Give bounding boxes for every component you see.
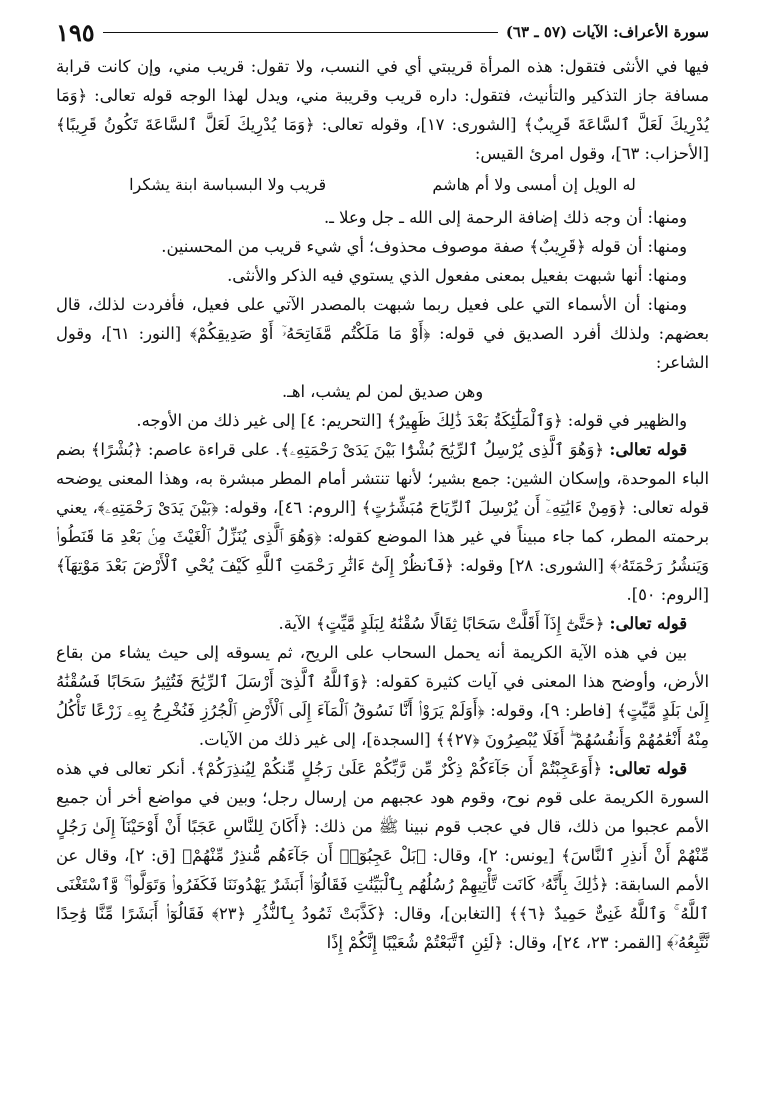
section-label: قوله تعالى: (609, 614, 687, 633)
section-label: قوله تعالى: (609, 440, 687, 459)
page-header (56, 12, 709, 52)
paragraph-5: ومنها: أن الأسماء التي على فعيل ربما شبهت بالمصدر الآتي على فعيل، فأفردت لذلك، قال بعضهم: ولذلك أفرد الصديق في قوله: ﴿أَوْ مَا مَلَكْتُم مَّفَاتِحَهُۥٓ أَوْ صَدِيقِكُمْ﴾ [النور: ٦١]، وقول الشاعر: (56, 295, 709, 372)
poem-second-hemistich: قريب ولا البسباسة ابنة يشكرا (129, 175, 327, 194)
poem-first-hemistich: له الويل إن أمسى ولا أم هاشم (432, 175, 636, 194)
paragraph-7 (56, 435, 709, 609)
header-rule (103, 32, 498, 33)
paragraph-2: ومنها: أن وجه ذلك إضافة الرحمة إلى الله ـ جل وعلا ـ. (324, 208, 687, 227)
paragraph-9: بين في هذه الآية الكريمة أنه يحمل السحاب على الريح، ثم يسوقه إلى حيث يشاء من بقاع الأرض، وأوضح هذا المعنى في آيات كثيرة كقوله: ﴿وَٱللَّهُ ٱلَّذِىٓ أَرْسَلَ ٱلرِّيَٰحَ فَتُثِيرُ سَحَابًا فَسُقْنَٰهُ إِلَىٰ بَلَدٍ مَّيِّتٍ﴾ [فاطر: ٩]، وقوله: ﴿أَوَلَمْ يَرَوْا۟ أَنَّا نَسُوقُ ٱلْمَآءَ إِلَى ٱلْأَرْضِ ٱلْجُرُزِ فَنُخْرِجُ بِهِۦ زَرْعًا تَأْكُلُ مِنْهُ أَنْعَٰمُهُمْ وَأَنفُسُهُمْ ۖ أَفَلَا يُبْصِرُونَ ﴿٢٧﴾﴾ [السجدة]، إلى غير ذلك من الآيات. (56, 643, 709, 749)
paragraph-8-text: ﴿حَتَّىٰٓ إِذَآ أَقَلَّتْ سَحَابًا ثِقَالًا سُقْنَٰهُ لِبَلَدٍ مَّيِّتٍ﴾ الآية. (278, 614, 610, 633)
paragraph-1: فيها في الأنثى فتقول: هذه المرأة قريبتي أي في النسب، ولا تقول: قريب مني، وإن كانت قرابة مسافة جاز التذكير والتأنيث، فتقول: داره قريب وقريبة مني، ويدل لهذا الوجه قوله تعالى: ﴿وَمَا يُدْرِيكَ لَعَلَّ ٱلسَّاعَةَ قَرِيبٌ﴾ [الشورى: ١٧]، وقوله تعالى: ﴿وَمَا يُدْرِيكَ لَعَلَّ ٱلسَّاعَةَ تَكُونُ قَرِيبًا﴾ [الأحزاب: ٦٣]، وقول امرئ القيس: (56, 57, 709, 163)
paragraph-7-text: ﴿وَهُوَ ٱلَّذِى يُرْسِلُ ٱلرِّيَٰحَ بُشْرًۢا بَيْنَ يَدَىْ رَحْمَتِهِۦ﴾. على قراءة عاصم: ﴿بُشْرًا﴾ بضم الباء الموحدة، وإسكان الشين: جمع بشير؛ لأنها تنتشر أمام المطر مبشرة به، وهذا المعنى يوضحه قوله تعالى: ﴿وَمِنْ ءَايَٰتِهِۦٓ أَن يُرْسِلَ ٱلرِّيَاحَ مُبَشِّرَٰتٍ﴾ [الروم: ٤٦]، وقوله: ﴿بَيْنَ يَدَىْ رَحْمَتِهِۦ﴾، يعني برحمته المطر، كما جاء مبيناً في غير هذا الموضع كقوله: ﴿وَهُوَ ٱلَّذِى يُنَزِّلُ ٱلْغَيْثَ مِنۢ بَعْدِ مَا قَنَطُوا۟ وَيَنشُرُ رَحْمَتَهُۥ﴾ [الشورى: ٢٨] وقوله: ﴿فَٱنظُرْ إِلَىٰٓ ءَاثَٰرِ رَحْمَتِ ٱللَّهِ كَيْفَ يُحْىِ ٱلْأَرْضَ بَعْدَ مَوْتِهَآ﴾ [الروم: ٥٠]. (56, 440, 710, 604)
poem-verse (56, 168, 709, 203)
paragraph-3: ومنها: أن قوله ﴿قَرِيبٌ﴾ صفة موصوف محذوف؛ أي شيء قريب من المحسنين. (161, 237, 687, 256)
page-body (56, 52, 709, 957)
paragraph-10 (56, 754, 709, 957)
poetry-line: وهن صديق لمن لم يشب، اهـ. (281, 382, 484, 401)
chapter-title: سورة الأعراف: الآيات (٥٧ ـ ٦٣) (505, 23, 709, 41)
section-label: قوله تعالى: (608, 759, 687, 778)
paragraph-10-text: ﴿أَوَعَجِبْتُمْ أَن جَآءَكُمْ ذِكْرٌ مِّن رَّبِّكُمْ عَلَىٰ رَجُلٍ مِّنكُمْ لِيُنذِرَكُمْ﴾. أنكر تعالى في هذه السورة الكريمة على قوم نوح، وقوم هود عجبهم من إرسال رجل؛ وبين في مواضع أخر أن جميع الأمم عجبوا من ذلك، قال في عجب قوم نبينا ﷺ من ذلك: ﴿أَكَانَ لِلنَّاسِ عَجَبًا أَنْ أَوْحَيْنَآ إِلَىٰ رَجُلٍ مِّنْهُمْ أَنْ أَنذِرِ ٱلنَّاسَ﴾ [يونس: ٢]، وقال: ﴿بَلْ عَجِبُوٓا۟ أَن جَآءَهُم مُّنذِرٌ مِّنْهُمْ﴾ [ق: ٢]، وقال عن الأمم السابقة: ﴿ذَٰلِكَ بِأَنَّهُۥ كَانَت تَّأْتِيهِمْ رُسُلُهُم بِٱلْبَيِّنَٰتِ فَقَالُوٓا۟ أَبَشَرٌ يَهْدُونَنَا فَكَفَرُوا۟ وَتَوَلَّوا۟ ۚ وَّٱسْتَغْنَى ٱللَّهُ ۚ وَٱللَّهُ غَنِىٌّ حَمِيدٌ ﴿٦﴾﴾ [التغابن]، وقال: ﴿كَذَّبَتْ ثَمُودُ بِٱلنُّذُرِ ﴿٢٣﴾ فَقَالُوٓا۟ أَبَشَرًا مِّنَّا وَٰحِدًا نَّتَّبِعُهُۥٓ﴾ [القمر: ٢٣، ٢٤]، وقال: ﴿لَئِنِ ٱتَّبَعْتُمْ شُعَيْبًا إِنَّكُمْ إِذًا (56, 759, 709, 952)
paragraph-6: والظهير في قوله: ﴿وَٱلْمَلَٰٓئِكَةُ بَعْدَ ذَٰلِكَ ظَهِيرٌ﴾ [التحريم: ٤] إلى غير ذلك من الأوجه. (136, 411, 687, 430)
paragraph-8 (56, 609, 709, 638)
page-number: ١٩٥ (56, 17, 95, 47)
paragraph-4: ومنها: أنها شبهت بفعيل بمعنى مفعول الذي يستوي فيه الذكر والأنثى. (227, 266, 687, 285)
